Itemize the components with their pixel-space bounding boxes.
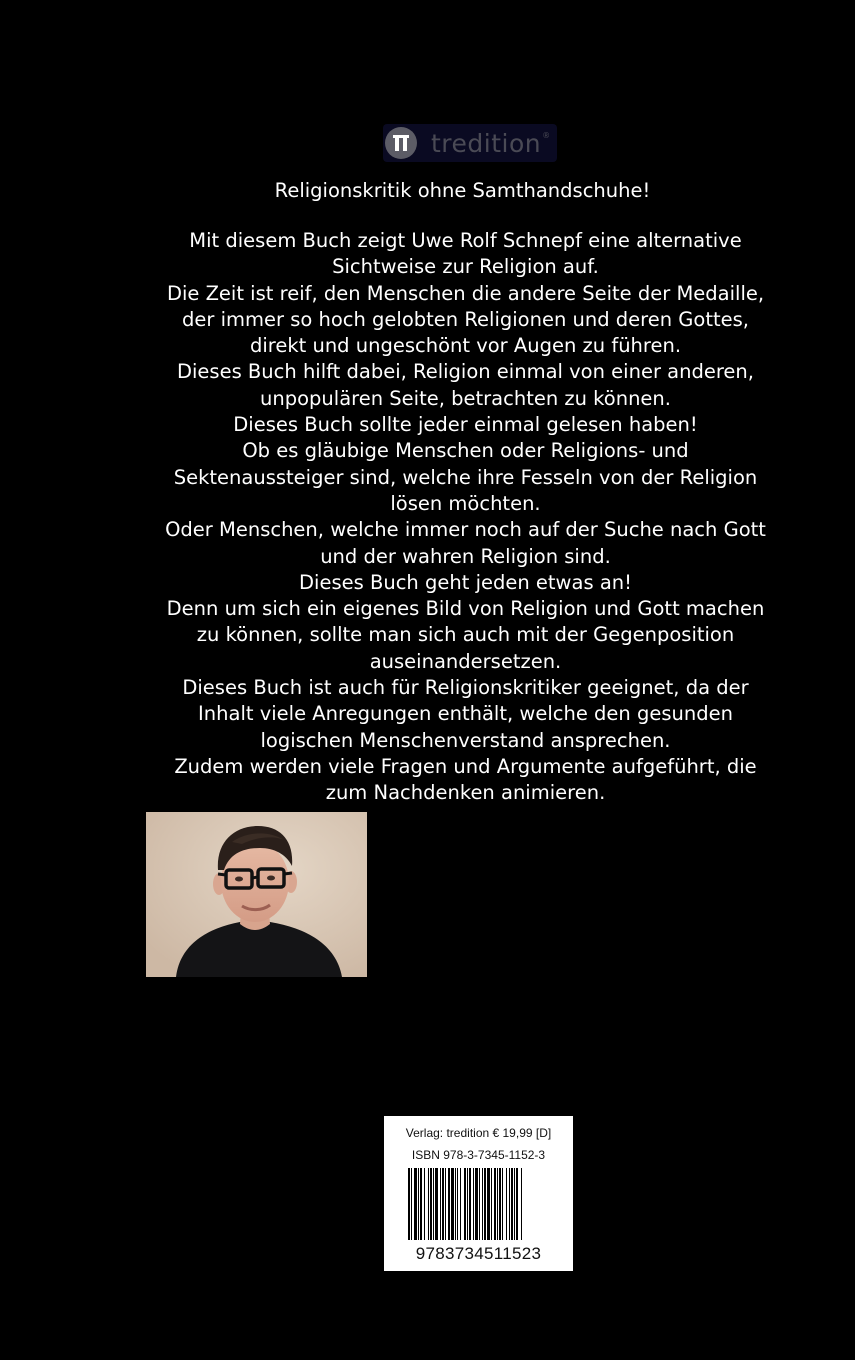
blurb-line: unpopulären Seite, betrachten zu können. — [260, 386, 671, 410]
blurb-line: Dieses Buch ist auch für Religionskritiker geeignet, da der — [182, 676, 749, 700]
publisher-logo — [383, 124, 557, 162]
blurb-line: Dieses Buch sollte jeder einmal gelesen haben! — [233, 413, 698, 437]
blurb-line: Zudem werden viele Fragen und Argumente aufgeführt, die — [174, 754, 757, 778]
barcode-icon — [408, 1168, 549, 1240]
publisher-logo-text: tredition — [431, 128, 542, 158]
blurb-line: Die Zeit ist reif, den Menschen die andere Seite der Medaille, — [166, 281, 765, 305]
blurb-line: Mit diesem Buch zeigt Uwe Rolf Schnepf eine alternative — [189, 229, 742, 252]
blurb-line: lösen möchten. — [390, 491, 541, 515]
blurb-line: logischen Menschenverstand ansprechen. — [260, 728, 671, 752]
blurb-line: Sektenaussteiger sind, welche ihre Fesseln von der Religion — [173, 465, 758, 489]
author-photo — [146, 812, 367, 977]
book-headline: Religionskritik ohne Samthandschuhe! — [274, 179, 651, 202]
author-portrait — [146, 812, 367, 977]
blurb-line: zum Nachdenken animieren. — [325, 781, 606, 805]
blurb-line: der immer so hoch gelobten Religionen und deren Gottes, — [181, 307, 749, 331]
blurb-line: Denn um sich ein eigenes Bild von Religion und Gott machen — [166, 597, 765, 621]
blurb-line: Dieses Buch hilft dabei, Religion einmal von einer anderen, — [176, 360, 754, 384]
blurb-line: direkt und ungeschönt vor Augen zu führen. — [249, 334, 682, 358]
isbn-label: ISBN 978-3-7345-1152-3 — [411, 1148, 546, 1162]
blurb-line: Sichtweise zur Religion auf. — [332, 255, 599, 279]
blurb-line: auseinandersetzen. — [369, 649, 562, 673]
blurb-line: Dieses Buch geht jeden etwas an! — [299, 570, 632, 594]
price-barcode-box — [384, 1116, 573, 1271]
ean-number: 9783734511523 — [415, 1244, 542, 1263]
registered-mark: ® — [542, 131, 551, 140]
book-blurb — [0, 228, 855, 807]
blurb-line: Oder Menschen, welche immer noch auf der Suche nach Gott — [165, 518, 766, 542]
publisher-price-label: Verlag: tredition € 19,99 [D] — [405, 1126, 552, 1140]
blurb-line: zu können, sollte man sich auch mit der Gegenposition — [196, 623, 735, 647]
blurb-line: Ob es gläubige Menschen oder Religions- und — [242, 439, 689, 463]
tredition-logo-icon — [385, 127, 417, 159]
blurb-line: Inhalt viele Anregungen enthält, welche den gesunden — [198, 702, 733, 726]
blurb-line: und der wahren Religion sind. — [320, 544, 611, 568]
